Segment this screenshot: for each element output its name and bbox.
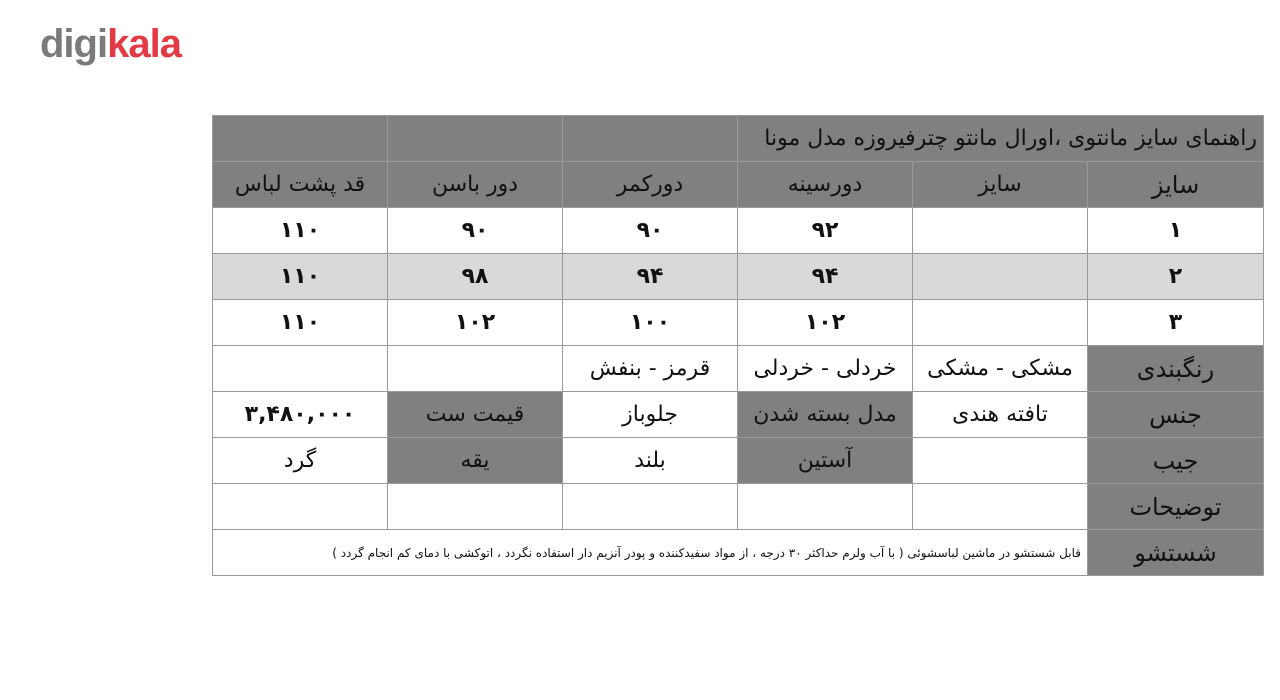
size-alt-value xyxy=(913,300,1088,346)
hip-value: ۹۰ xyxy=(388,208,563,254)
back-length-value: ۱۱۰ xyxy=(213,254,388,300)
colors-row xyxy=(213,346,1264,392)
empty-cell xyxy=(913,484,1088,530)
empty-cell xyxy=(388,484,563,530)
back-length-value: ۱۱۰ xyxy=(213,208,388,254)
chest-value: ۱۰۲ xyxy=(738,300,913,346)
size-alt-value xyxy=(913,208,1088,254)
empty-cell xyxy=(213,484,388,530)
chest-value: ۹۴ xyxy=(738,254,913,300)
price-label: قیمت ست xyxy=(388,392,563,438)
empty-cell xyxy=(213,116,388,162)
title-row xyxy=(213,116,1264,162)
header-hip: دور باسن xyxy=(388,162,563,208)
table-row xyxy=(213,300,1264,346)
empty-cell xyxy=(388,116,563,162)
hip-value: ۹۸ xyxy=(388,254,563,300)
header-waist: دورکمر xyxy=(563,162,738,208)
material-value: تافته هندی xyxy=(913,392,1088,438)
table-row xyxy=(213,208,1264,254)
material-label: جنس xyxy=(1088,392,1264,438)
description-row xyxy=(213,484,1264,530)
pocket-label: جیب xyxy=(1088,438,1264,484)
color-option: خردلی - خردلی xyxy=(738,346,913,392)
back-length-value: ۱۱۰ xyxy=(213,300,388,346)
color-option: قرمز - بنفش xyxy=(563,346,738,392)
size-value: ۲ xyxy=(1088,254,1264,300)
logo-part-digi: digi xyxy=(40,22,108,66)
material-row xyxy=(213,392,1264,438)
header-row xyxy=(213,162,1264,208)
header-size-2: سایز xyxy=(913,162,1088,208)
empty-cell xyxy=(388,346,563,392)
waist-value: ۱۰۰ xyxy=(563,300,738,346)
closure-label: مدل بسته شدن xyxy=(738,392,913,438)
size-value: ۳ xyxy=(1088,300,1264,346)
description-label: توضیحات xyxy=(1088,484,1264,530)
chest-value: ۹۲ xyxy=(738,208,913,254)
hip-value: ۱۰۲ xyxy=(388,300,563,346)
digikala-logo[interactable] xyxy=(40,24,181,64)
header-chest: دورسینه xyxy=(738,162,913,208)
pocket-row xyxy=(213,438,1264,484)
color-label: رنگبندی xyxy=(1088,346,1264,392)
collar-value: گرد xyxy=(213,438,388,484)
waist-value: ۹۴ xyxy=(563,254,738,300)
pocket-value xyxy=(913,438,1088,484)
empty-cell xyxy=(738,484,913,530)
empty-cell xyxy=(563,484,738,530)
empty-cell xyxy=(563,116,738,162)
empty-cell xyxy=(213,346,388,392)
table-title: راهنمای سایز مانتوی ،اورال مانتو چترفیروزه مدل مونا xyxy=(738,116,1264,162)
sleeve-label: آستین xyxy=(738,438,913,484)
wash-label: شستشو xyxy=(1088,530,1264,576)
size-guide-table xyxy=(212,115,1264,576)
waist-value: ۹۰ xyxy=(563,208,738,254)
size-alt-value xyxy=(913,254,1088,300)
table-row xyxy=(213,254,1264,300)
price-value: ۳,۴۸۰,۰۰۰ xyxy=(213,392,388,438)
collar-label: یقه xyxy=(388,438,563,484)
header-back-length: قد پشت لباس xyxy=(213,162,388,208)
sleeve-value: بلند xyxy=(563,438,738,484)
header-size: سایز xyxy=(1088,162,1264,208)
closure-value: جلوباز xyxy=(563,392,738,438)
wash-row xyxy=(213,530,1264,576)
wash-instructions: قابل شستشو در ماشین لباسشوئی ( با آب ولرم حداکثر ۳۰ درجه ، از مواد سفیدکننده و پودر آنزیم دار استفاده نگردد ، اتوکشی با دمای کم انجام گردد ) xyxy=(213,530,1088,576)
logo-part-kala: kala xyxy=(107,22,181,66)
color-option: مشکی - مشکی xyxy=(913,346,1088,392)
size-value: ۱ xyxy=(1088,208,1264,254)
